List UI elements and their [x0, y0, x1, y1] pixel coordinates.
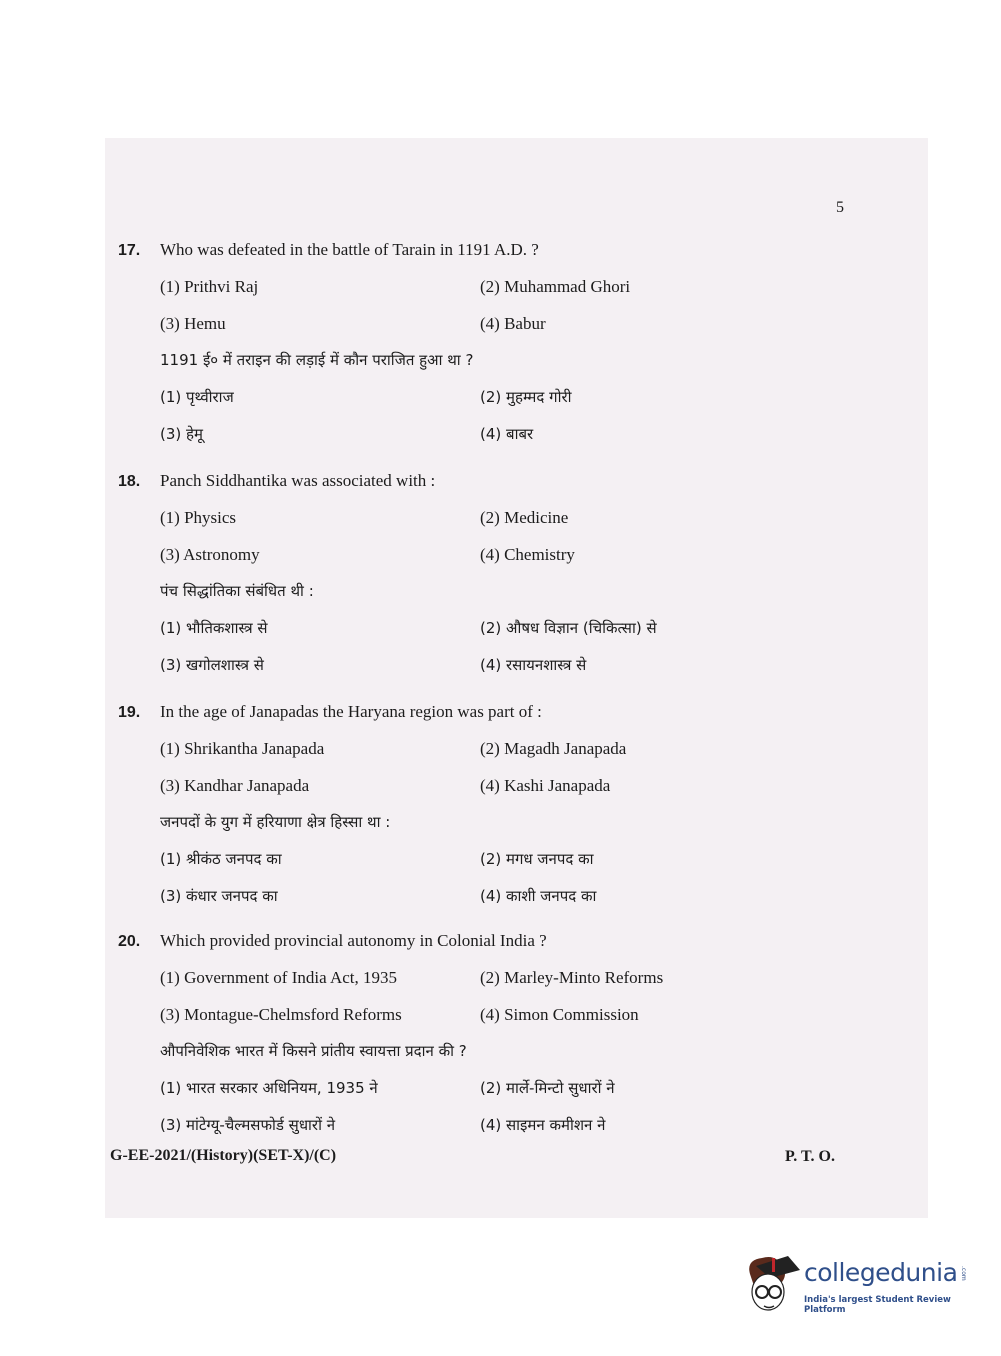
- option: (4) Babur: [480, 313, 546, 333]
- pto-label: P. T. O.: [785, 1148, 835, 1165]
- question-number: 17.: [118, 242, 141, 259]
- option: (1) Shrikantha Janapada: [160, 738, 325, 758]
- option-hindi: (1) भौतिकशास्त्र से: [160, 619, 268, 638]
- option: (1) Physics: [160, 507, 237, 527]
- question-text-hindi: 1191 ई० में तराइन की लड़ाई में कौन पराजित हुआ था ?: [160, 351, 474, 370]
- option-hindi: (2) मार्ले-मिन्टो सुधारों ने: [480, 1079, 615, 1098]
- option: (4) Chemistry: [480, 544, 575, 564]
- option-hindi: (1) श्रीकंठ जनपद का: [160, 850, 282, 869]
- question-number: 18.: [118, 473, 141, 490]
- option-hindi: (4) बाबर: [480, 425, 534, 443]
- option: (4) Simon Commission: [480, 1004, 639, 1024]
- mascot-icon: [742, 1252, 802, 1318]
- option: (2) Marley-Minto Reforms: [480, 967, 664, 987]
- option: (1) Government of India Act, 1935: [160, 967, 397, 987]
- question-text: In the age of Janapadas the Haryana region was part of :: [160, 702, 542, 721]
- option: (3) Astronomy: [160, 544, 260, 564]
- collegedunia-logo: [742, 1252, 982, 1318]
- option: (2) Muhammad Ghori: [480, 276, 631, 296]
- logo-tagline: India's largest Student Review Platform: [804, 1295, 951, 1315]
- option-hindi: (4) साइमन कमीशन ने: [480, 1116, 606, 1134]
- page-number: 5: [836, 199, 844, 216]
- logo-suffix: .com: [960, 1266, 967, 1281]
- option-hindi: (3) मांटेग्यू-चैल्मसफोर्ड सुधारों ने: [160, 1116, 336, 1134]
- option: (3) Montague-Chelmsford Reforms: [160, 1004, 402, 1024]
- question-text: Which provided provincial autonomy in Colonial India ?: [160, 931, 547, 950]
- option: (3) Hemu: [160, 313, 226, 333]
- option-hindi: (1) पृथ्वीराज: [160, 388, 234, 407]
- paper-code: G-EE-2021/(History)(SET-X)/(C): [110, 1147, 337, 1164]
- option-hindi: (1) भारत सरकार अधिनियम, 1935 ने: [160, 1079, 378, 1098]
- option-hindi: (3) हेमू: [160, 425, 203, 443]
- option-hindi: (2) मुहम्मद गोरी: [480, 388, 572, 407]
- question-text: Panch Siddhantika was associated with :: [160, 471, 436, 490]
- option-hindi: (4) रसायनशास्त्र से: [480, 656, 587, 674]
- option-hindi: (3) खगोलशास्त्र से: [160, 656, 264, 674]
- logo-brand: collegedunia: [804, 1258, 958, 1287]
- option: (3) Kandhar Janapada: [160, 775, 310, 795]
- question-number: 19.: [118, 704, 141, 721]
- question-text-hindi: औपनिवेशिक भारत में किसने प्रांतीय स्वायत्ता प्रदान की ?: [160, 1042, 467, 1061]
- option: (1) Prithvi Raj: [160, 276, 259, 296]
- question-text-hindi: जनपदों के युग में हरियाणा क्षेत्र हिस्सा था :: [160, 813, 391, 832]
- option-hindi: (2) औषध विज्ञान (चिकित्सा) से: [480, 619, 657, 638]
- question-text-hindi: पंच सिद्धांतिका संबंधित थी :: [160, 582, 314, 601]
- question-number: 20.: [118, 933, 141, 950]
- question-text: Who was defeated in the battle of Tarain in 1191 A.D. ?: [160, 240, 539, 259]
- option-hindi: (2) मगध जनपद का: [480, 850, 594, 869]
- option: (4) Kashi Janapada: [480, 775, 611, 795]
- option-hindi: (4) काशी जनपद का: [480, 887, 597, 905]
- option: (2) Magadh Janapada: [480, 738, 627, 758]
- option-hindi: (3) कंधार जनपद का: [160, 887, 278, 905]
- option: (2) Medicine: [480, 507, 569, 527]
